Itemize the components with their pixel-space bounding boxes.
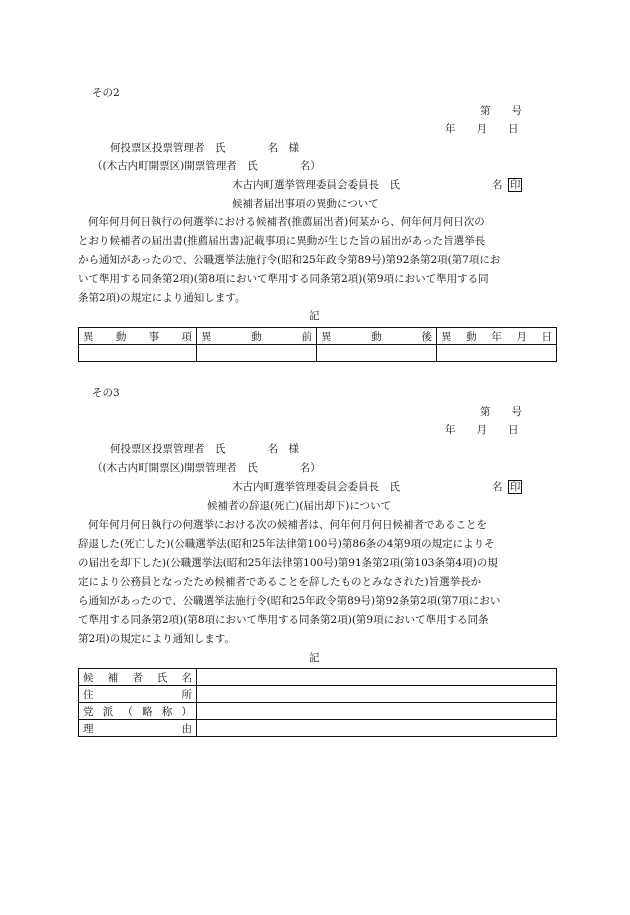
label-char: 氏: [156, 671, 168, 684]
section2-label: その2: [92, 87, 120, 99]
label-char: 異: [321, 330, 332, 343]
label-char: 補: [107, 671, 119, 684]
section2-addressee: 何投票区投票管理者 氏 名 様: [110, 142, 299, 154]
label-char: 前: [301, 330, 312, 343]
label-char: 動: [466, 330, 477, 343]
section3-candidate-table: [78, 668, 557, 737]
label-char: 派: [102, 705, 114, 718]
table-row: [79, 345, 557, 362]
label-char: 理: [83, 722, 94, 735]
table-header-row: [79, 328, 557, 345]
section3-date: 年 月 日: [445, 424, 519, 436]
section3-body-line: の届出を却下した)(公職選挙法(昭和25年法律第100号)第91条第2項(第103条第4項)の規: [78, 557, 498, 569]
label-char: 年: [491, 330, 502, 343]
label-char: 異: [201, 330, 212, 343]
row-label-party: [79, 703, 197, 720]
section3-number: 第 号: [480, 406, 522, 418]
section3-sender-name: [492, 480, 522, 494]
table-cell: [197, 703, 557, 720]
label-char: （: [122, 705, 133, 718]
distributed-label: [83, 704, 192, 719]
section3-addressee-sub: （(木古内町開票区)開票管理者 氏 名）: [92, 462, 321, 474]
label-char: 称: [161, 705, 173, 718]
label-char: 異: [441, 330, 452, 343]
row-label-candidate-name: [79, 669, 197, 686]
label-char: ）: [181, 705, 192, 718]
table-row: [79, 686, 557, 703]
section3-body-line: ら通知があったので、公職選挙法施行令(昭和25年政令第89号)第92条第2項(第7項におい: [78, 595, 501, 607]
section2-body-line: から通知があったので、公職選挙法施行令(昭和25年政令第89号)第92条第2項(第7項にお: [78, 254, 501, 266]
table-cell: [197, 686, 557, 703]
section2-date: 年 月 日: [445, 123, 519, 135]
table-row: [79, 720, 557, 737]
section3-sender: 木古内町選挙管理委員会委員長 氏: [232, 481, 400, 493]
distributed-label: [83, 721, 192, 736]
section2-body: [78, 213, 556, 308]
label-char: 項: [181, 330, 192, 343]
section2-sender-name: [492, 178, 522, 192]
label-char: 由: [181, 722, 192, 735]
section2-number: 第 号: [480, 105, 522, 117]
distributed-label: [201, 329, 312, 344]
label-char: 事: [148, 330, 160, 343]
section3-addressee: 何投票区投票管理者 氏 名 様: [110, 443, 299, 455]
label-char: 所: [181, 688, 192, 701]
distributed-label: [83, 687, 192, 702]
label-char: 後: [421, 330, 432, 343]
section2-body-line: いて準用する同条第2項)(第8項において準用する同条第2項)(第9項において準用する同: [78, 273, 489, 285]
section2-sender: 木古内町選挙管理委員会委員長 氏: [232, 179, 400, 191]
table-cell: [197, 720, 557, 737]
section3-seal-icon: 印: [509, 481, 521, 493]
label-char: 名: [181, 671, 192, 684]
label-char: 者: [132, 671, 143, 684]
section2-name-mark: 名: [492, 179, 503, 191]
label-char: 日: [541, 330, 552, 343]
label-char: 略: [142, 705, 153, 718]
section3-body: [78, 516, 556, 649]
label-char: 動: [115, 330, 127, 343]
section2-body-line: とおり候補者の届出書(推薦届出書)記載事項に異動が生じた旨の届出があった旨選挙長: [78, 235, 486, 247]
row-label-reason: [79, 720, 197, 737]
header-change-item: [79, 328, 197, 345]
distributed-label: [83, 670, 192, 685]
distributed-label: [321, 329, 432, 344]
section3-body-line: 第2項)の規定により通知します。: [78, 633, 235, 645]
section2-addressee-sub: （(木古内町開票区)開票管理者 氏 名）: [92, 160, 321, 172]
table-row: [79, 669, 557, 686]
label-char: 党: [83, 705, 94, 718]
table-row: [79, 703, 557, 720]
header-before-change: [197, 328, 317, 345]
section3-body-line: 何年何月何日執行の何選挙における次の候補者は、何年何月何日候補者であることを: [88, 519, 487, 531]
section3-subject: 候補者の辞退(死亡)(届出却下)について: [207, 500, 392, 512]
label-char: 異: [83, 330, 94, 343]
section3-body-line: 辞退した(死亡した)(公職選挙法(昭和25年法律第100号)第86条の4第9項の規定によりそ: [78, 538, 495, 550]
table-cell: [437, 345, 557, 362]
label-char: 住: [83, 688, 94, 701]
section2-ki: 記: [309, 310, 320, 322]
table-cell: [317, 345, 437, 362]
section3-ki: 記: [309, 652, 320, 664]
header-after-change: [317, 328, 437, 345]
section3-body-line: 定により公務員となったため候補者であることを辞したものとみなされた)旨選挙長か: [78, 576, 482, 588]
label-char: 候: [83, 671, 94, 684]
section2-subject: 候補者届出事項の異動について: [232, 198, 379, 210]
table-cell: [197, 669, 557, 686]
header-change-date: [437, 328, 557, 345]
table-cell: [79, 345, 197, 362]
section2-body-line: 条第2項)の規定により通知します。: [78, 292, 246, 304]
section2-seal-icon: 印: [509, 179, 521, 191]
distributed-label: [83, 329, 192, 344]
section2-change-table: [78, 327, 557, 362]
distributed-label: [441, 329, 552, 344]
section3-name-mark: 名: [492, 481, 503, 493]
row-label-address: [79, 686, 197, 703]
section3-label: その3: [92, 387, 120, 399]
section3-body-line: て準用する同条第2項)(第8項において準用する同条第2項)(第9項において準用する同条: [78, 614, 489, 626]
label-char: 動: [251, 330, 262, 343]
label-char: 月: [516, 330, 527, 343]
section2-body-line: 何年何月何日執行の何選挙における候補者(推薦届出者)何某から、何年何月何日次の: [88, 216, 485, 228]
table-cell: [197, 345, 317, 362]
label-char: 動: [371, 330, 382, 343]
